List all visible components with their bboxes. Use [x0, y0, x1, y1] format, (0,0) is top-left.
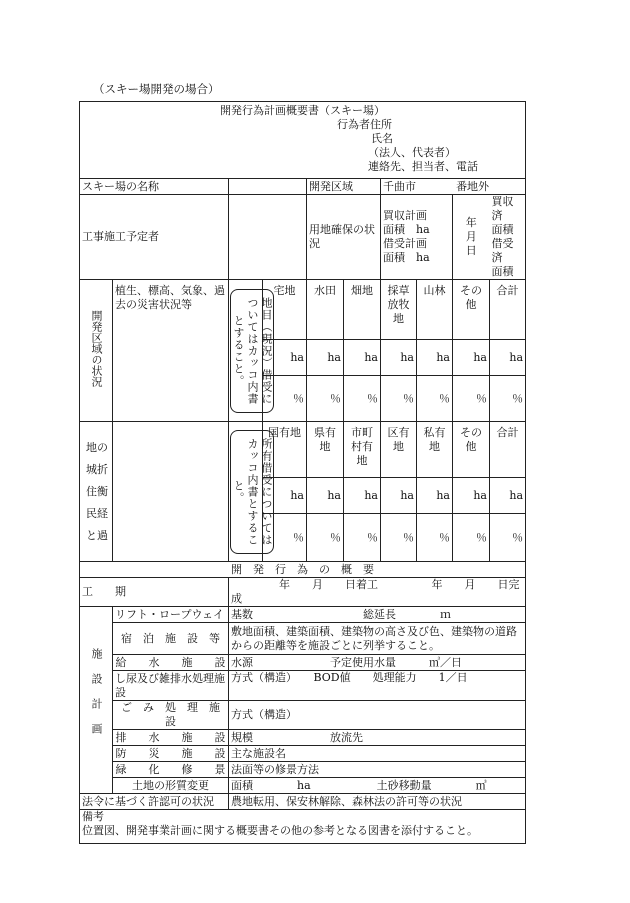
area-pct-2[interactable]: ％	[344, 376, 381, 422]
contractor-value[interactable]	[229, 195, 307, 280]
facility-name-5: 排 水 施 設	[113, 730, 229, 746]
ski-resort-name-label: スキー場の名称	[80, 179, 229, 195]
area-col-3: 採草放牧地	[381, 280, 417, 340]
area-col-5: その他	[453, 280, 490, 340]
land-pct-3[interactable]: ％	[381, 514, 417, 562]
area-pct-5[interactable]: ％	[453, 376, 490, 422]
land-pct-1[interactable]: ％	[307, 514, 344, 562]
area-env-cell[interactable]	[113, 280, 229, 422]
ski-resort-plan-form	[79, 101, 526, 844]
land-col-0: 国有地	[263, 422, 307, 478]
facility-name-7: 緑 化 修 景	[113, 762, 229, 778]
permits-label: 法令に基づく許認可の状況	[80, 794, 229, 810]
period-end: 年 月 日完成	[231, 578, 520, 605]
area-ha-6[interactable]: ha	[490, 340, 526, 376]
facility-content-5[interactable]: 規模 放流先	[229, 730, 526, 746]
area-pct-6[interactable]: ％	[490, 376, 526, 422]
area-ha-5[interactable]: ha	[453, 340, 490, 376]
contact-label: 連絡先、担当者、電話	[368, 160, 478, 173]
land-history-label	[80, 422, 113, 562]
area-ha-4[interactable]: ha	[417, 340, 453, 376]
remarks-content: 位置図、開発事業計画に関する概要書その他の参考となる図書を添付すること。	[82, 824, 478, 837]
area-col-0: 宅地	[263, 280, 307, 340]
land-col-5: その他	[453, 422, 490, 478]
land-history-cell[interactable]	[113, 422, 229, 562]
land-ha-5[interactable]: ha	[453, 478, 490, 514]
done-lease-area: 面積	[491, 265, 514, 278]
land-history-text: 地の城折住衡民経と過	[86, 440, 108, 542]
remarks-cell[interactable]	[80, 810, 526, 844]
land-plan-cell[interactable]	[381, 195, 453, 280]
period-start: 年 月 日着工	[279, 578, 378, 591]
land-ha-1[interactable]: ha	[307, 478, 344, 514]
land-col-1: 県有地	[307, 422, 344, 478]
land-col-6: 合計	[490, 422, 526, 478]
land-col-4: 私有地	[417, 422, 453, 478]
land-pct-4[interactable]: ％	[417, 514, 453, 562]
land-note-cell	[229, 422, 273, 562]
done-buy-area: 面積	[491, 223, 514, 236]
area-ha-3[interactable]: ha	[381, 340, 417, 376]
facility-content-4[interactable]: 方式（構造）	[229, 701, 526, 730]
facility-content-2[interactable]: 水源 予定使用水量 ㎥／日	[229, 655, 526, 671]
area-note-cell	[229, 280, 273, 422]
done-lease: 借受済	[491, 237, 514, 264]
facility-content-6[interactable]: 主な施設名	[229, 746, 526, 762]
land-ha-6[interactable]: ha	[490, 478, 526, 514]
remarks-label: 備考	[82, 810, 104, 823]
area-col-2: 畑地	[344, 280, 381, 340]
form-header	[80, 102, 526, 179]
ski-resort-name-value[interactable]	[229, 179, 307, 195]
plan-buy: 買収計画	[383, 209, 427, 222]
period-label: 工 期	[80, 578, 229, 607]
dev-area-value[interactable]	[381, 179, 526, 195]
area-status-text: 開発区域の状況	[90, 310, 103, 387]
area-ha-1[interactable]: ha	[307, 340, 344, 376]
land-date[interactable]: 年 月 日	[453, 195, 490, 280]
land-ha-3[interactable]: ha	[381, 478, 417, 514]
facility-content-7[interactable]: 法面等の修景方法	[229, 762, 526, 778]
land-ha-4[interactable]: ha	[417, 478, 453, 514]
facility-label	[80, 607, 113, 794]
land-done-cell[interactable]	[490, 195, 526, 280]
land-ha-2[interactable]: ha	[344, 478, 381, 514]
plan-lease-area: 面積 ha	[383, 251, 430, 264]
done-buy: 買収済	[491, 195, 514, 222]
area-pct-1[interactable]: ％	[307, 376, 344, 422]
area-env-text: 植生、標高、気象、過去の災害状況等	[115, 284, 225, 311]
land-pct-2[interactable]: ％	[344, 514, 381, 562]
dev-area-suffix: 番地外	[456, 179, 490, 193]
area-pct-0[interactable]: ％	[263, 376, 307, 422]
area-col-6: 合計	[490, 280, 526, 340]
land-pct-0[interactable]: ％	[263, 514, 307, 562]
facility-name-0: リフト・ロープウェイ	[113, 607, 229, 623]
land-col-2: 市町村有地	[344, 422, 381, 478]
land-pct-5[interactable]: ％	[453, 514, 490, 562]
facility-name-4: ご み 処 理 施 設	[113, 701, 229, 730]
applicant-address-label: 行為者住所	[337, 118, 392, 131]
land-status-label: 用地確保の状況	[307, 195, 381, 280]
area-pct-3[interactable]: ％	[381, 376, 417, 422]
area-col-1: 水田	[307, 280, 344, 340]
area-col-4: 山林	[417, 280, 453, 340]
facility-content-0[interactable]: 基数 総延長 ｍ	[229, 607, 526, 623]
area-ha-2[interactable]: ha	[344, 340, 381, 376]
facility-content-1[interactable]: 敷地面積、建築面積、建築物の高さ及び色、建築物の道路からの距離等を施設ごとに列挙すること。	[229, 623, 526, 655]
facility-name-6: 防 災 施 設	[113, 746, 229, 762]
period-value[interactable]	[229, 578, 526, 607]
plan-buy-area: 面積 ha	[383, 223, 430, 236]
land-note: 所有借受についてはカッコ内書とすること。	[230, 430, 274, 554]
permits-content[interactable]: 農地転用、保安林解除、森林法の許可等の状況	[229, 794, 526, 810]
area-pct-4[interactable]: ％	[417, 376, 453, 422]
land-ha-0[interactable]: ha	[263, 478, 307, 514]
area-note: 地目（現況）借受についてはカッコ内書とすること。	[230, 289, 274, 413]
contractor-label: 工事施工予定者	[80, 195, 229, 280]
overview-heading: 開 発 行 為 の 概 要	[80, 562, 526, 578]
dev-area-label: 開発区域	[307, 179, 381, 195]
area-ha-0[interactable]: ha	[263, 340, 307, 376]
corporation-label: （法人、代表者）	[368, 146, 456, 159]
facility-label-text: 施設計画	[90, 648, 103, 748]
dev-area-city: 千曲市	[383, 179, 416, 193]
facility-name-8: 土地の形質変更	[113, 778, 229, 794]
plan-lease: 借受計画	[383, 237, 427, 250]
form-caption: （スキー場開発の場合）	[93, 82, 220, 96]
facility-name-2: 給 水 施 設	[113, 655, 229, 671]
form-title: 開発行為計画概要書（スキー場）	[220, 104, 386, 117]
facility-name-3: し尿及び雑排水処理施設	[113, 671, 229, 701]
area-status-label	[80, 280, 113, 422]
land-col-3: 区有地	[381, 422, 417, 478]
facility-content-3[interactable]: 方式（構造） BOD値 処理能力 1／日	[229, 671, 526, 701]
land-pct-6[interactable]: ％	[490, 514, 526, 562]
facility-content-8[interactable]: 面積 ha 土砂移動量 ㎥	[229, 778, 526, 794]
facility-name-1: 宿 泊 施 設 等	[113, 623, 229, 655]
applicant-name-label: 氏名	[371, 132, 393, 145]
